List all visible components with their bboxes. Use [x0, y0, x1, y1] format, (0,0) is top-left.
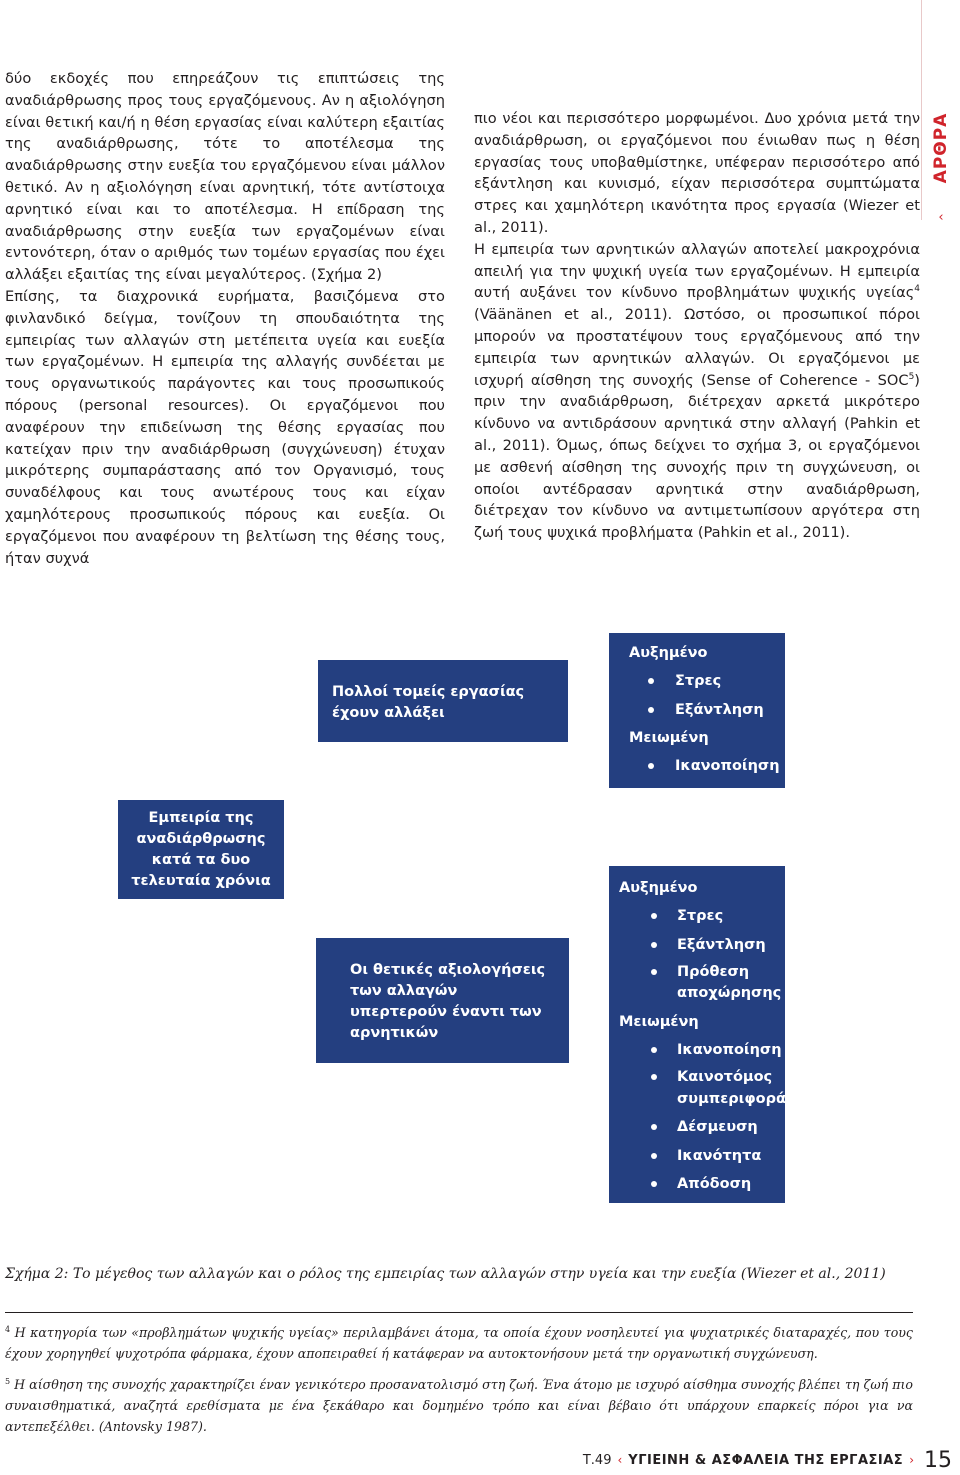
outcome-box-2 — [609, 866, 785, 1203]
footnote-divider — [5, 1312, 913, 1313]
page-footer — [583, 1446, 952, 1474]
chevron-right-icon: › — [909, 1453, 914, 1467]
experience-box: Εμπειρία της αναδιάρθρωσης κατά τα δυο τελευταία χρόνια — [118, 800, 284, 899]
footnote: $^4$ Η κατηγορία των «προβλημάτων ψυχικής υγείας» περιλαμβάνει άτομα, τα οποία έχουν νοσηλευτεί για ψυχιατρικές διαταραχές, που τους έχουν χορηγηθεί ψυχοτρόπα φάρμακα, έχουν αποπειραθεί ή κατάφεραν να αυτοκτονήσουν μετά την οργανωτική συγχώνευση. — [5, 1324, 913, 1361]
list-item: Καινοτόμος συμπεριφορά — [619, 1064, 785, 1113]
paragraph: πιο νέοι και περισσότερο μορφωμένοι. Δυο χρόνια μετά την αναδιάρθρωση, οι εργαζόμενοι που ένιωθαν πως η θέση εργασίας τους υποβαθμίστηκε, υπέφεραν περισσότερο από εξάντληση και κυνισμό, είχαν περισσότερα συμπτώματα στρες και χαμηλότερη ικανότητα προς εργασία (Wiezer et al., 2011). — [474, 110, 920, 236]
page-number: 15 — [924, 1447, 952, 1473]
list-item: Εξάντληση — [619, 931, 785, 959]
list-item: Στρες — [619, 902, 785, 930]
many-sectors-box: Πολλοί τομείς εργασίας έχουν αλλάξει — [318, 660, 568, 742]
paragraph: δύο εκδοχές που επηρεάζουν τις επιπτώσεις της αναδιάρθρωσης προς τους εργαζόμενους. Αν η αξιολόγηση είναι θετική και/ή η θέση εργασίας είναι καλύτερη εξαιτίας της αναδιάρθρωσης, τότε το αποτέλεσμα της αναδιάρθρωσης στην ευεξία του εργαζόμενου είναι μάλλον θετικό. Αν η αξιολόγηση είναι αρνητική, τότε αντίστοιχα αρνητικό είναι και το αποτέλεσμα. Η επίδραση της αναδιάρθρωσης στην ευεξία των εργαζομένων είναι εντονότερη, όταν ο αριθμός των τομέων εργασίας που έχει αλλάξει εξαιτίας της είναι μεγαλύτερος. (Σχήμα 2) — [5, 70, 445, 284]
list-item: Πρόθεση αποχώρησης — [619, 959, 785, 1008]
footnotes — [5, 1322, 913, 1447]
positive-evaluations-box: Οι θετικές αξιολογήσεις των αλλαγών υπερτερούν έναντι των αρνητικών — [316, 938, 569, 1063]
right-column — [474, 108, 920, 544]
paragraph: Η εμπειρία των αρνητικών αλλαγών αποτελεί μακροχρόνια απειλή για την ψυχική υγεία των εργαζομένων. Η εμπειρία αυτή αυξάνει τον κίνδυνο προβλημάτων ψυχικής υγείας$^4$ (Väänänen et al., 2011). Ωστόσο, οι προσωπικοί πόροι μπορούν να προστατέψουν τους εργαζόμενους από την εμπειρία των αρνητικών αλλαγών. Οι εργαζόμενοι με ισχυρή αίσθηση της συνοχής (Sense of Coherence - SOC$^5$) πριν την αναδιάρθρωση, διέτρεχαν αρκετά μικρότερο κίνδυνο να αντιδράσουν αρνητικά στην αλλαγή (Pahkin et al., 2011). Όμως, όπως δείχνει το σχήμα 3, οι εργαζόμενοι με ασθενή αίσθηση της συνοχής πριν τη συγχώνευση, οι οποίοι αντέδρασαν αρνητικά στην αναδιάρθρωση, διέτρεχαν τον κίνδυνο να αντιμετωπίσουν αργότερα στη ζωή τους ψυχικά προβλήματα (Pahkin et al., 2011). — [474, 240, 920, 542]
figure-caption: Σχήμα 2: Το μέγεθος των αλλαγών και ο ρόλος της εμπειρίας των αλλαγών στην υγεία και την ευεξία (Wiezer et al., 2011) — [5, 1266, 886, 1282]
list-item: Ικανοποίηση — [629, 752, 785, 780]
footnote-ref: 4 — [914, 284, 920, 295]
increased-heading: Αυξημένο — [619, 880, 698, 896]
decreased-heading: Μειωμένη — [629, 729, 709, 746]
list-item: Ικανοποίηση — [619, 1036, 785, 1064]
section-tab-label: ΑΡΘΡΑ — [931, 112, 951, 184]
increased-heading: Αυξημένο — [629, 645, 708, 661]
chevron-left-icon: ‹ — [938, 210, 944, 225]
magazine-title: ΥΓΙΕΙΝΗ & ΑΣΦΑΛΕΙΑ ΤΗΣ ΕΡΓΑΣΙΑΣ — [628, 1452, 904, 1468]
footnote: $^5$ Η αίσθηση της συνοχής χαρακτηρίζει έναν γενικότερο προσανατολισμό στη ζωή. Ένα άτομο με ισχυρό αίσθημα συνοχής βλέπει τη ζωή πιο συναισθηματικά, αναζητά ερεθίσματα με ένα ξεκάθαρο και δομημένο τρόπο και είναι βέβαιο ότι υπάρχουν επαρκείς πόροι για να αντεπεξέλθει. (Antovsky 1987). — [5, 1376, 913, 1434]
list-item: Απόδοση — [619, 1170, 785, 1198]
footnote-ref: 5 — [908, 371, 915, 382]
list-item: Ικανότητα — [619, 1142, 785, 1170]
left-column — [5, 68, 445, 569]
list-item: Στρες — [629, 667, 785, 695]
list-item: Δέσμευση — [619, 1113, 785, 1141]
paragraph: Επίσης, τα διαχρονικά ευρήματα, βασιζόμενα στο φινλανδικό δείγμα, τονίζουν τη σπουδαιότητα της εμπειρίας των αλλαγών στη μετέπειτα υγεία και ευεξία των εργαζομένων. Η εμπειρία της αλλαγής συνδέεται με τους οργανωτικούς παράγοντες και τους προσωπικούς πόρους (personal resources). Οι εργαζόμενοι που αναφέρουν την επιδείνωση της θέσης εργασίας που κατείχαν πριν την αναδιάρθρωση (συγχώνευση) έτυχαν μικρότερης συμπαράστασης από τον Οργανισμό, τους συναδέλφους και τους ανωτέρους τους και είχαν χαμηλότερους προσωπικούς πόρους και ευεξία. Οι εργαζόμενοι που αναφέρουν τη βελτίωση της θέσης τους, ήταν συχνά — [5, 287, 445, 567]
issue-number: Τ.49 — [582, 1452, 612, 1468]
decreased-heading: Μειωμένη — [619, 1013, 699, 1030]
outcome-box-1 — [609, 633, 785, 788]
list-item: Εξάντληση — [629, 696, 785, 724]
chevron-left-icon: ‹ — [617, 1453, 623, 1467]
section-tab — [921, 0, 960, 225]
